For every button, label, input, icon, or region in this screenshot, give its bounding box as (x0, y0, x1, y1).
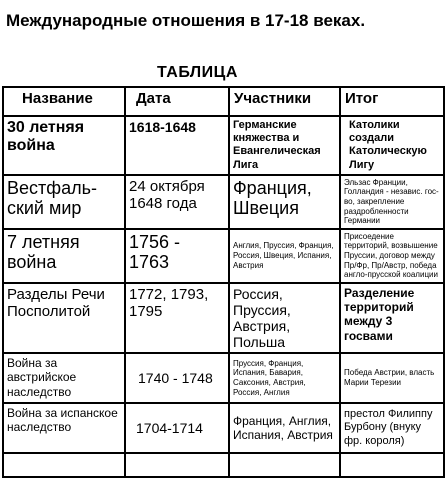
cell-participants: Франция, Швеция (229, 175, 340, 229)
table-caption: ТАБЛИЦА (157, 64, 238, 81)
cell-name: Война за испанское наследство (3, 403, 125, 453)
table-row (3, 283, 444, 353)
cell-date: 1756 - 1763 (125, 229, 229, 283)
page-title: Международные отношения в 17-18 веках. (6, 11, 366, 30)
table-row (3, 353, 444, 403)
cell-result: престол Филиппу Бурбону (внуку фр. короля) (340, 403, 444, 453)
table-row (3, 229, 444, 283)
empty-cell (3, 453, 125, 477)
header-name: Название (3, 87, 125, 116)
cell-result: Эльзас Франции, Голландия - независ. гос-во, закрепление раздробленности Германии (340, 175, 444, 229)
cell-name: Вестфаль-ский мир (3, 175, 125, 229)
table-row (3, 175, 444, 229)
cell-date: 1740 - 1748 (125, 353, 229, 403)
table-row-empty (3, 453, 444, 477)
cell-participants: Германские княжества и Евангелическая Лига (229, 116, 340, 175)
cell-participants: Россия, Пруссия, Австрия, Польша (229, 283, 340, 353)
header-participants: Участники (229, 87, 340, 116)
cell-date: 1704-1714 (125, 403, 229, 453)
empty-cell (125, 453, 229, 477)
cell-result: Присоедение территорий, возвышение Пруссии, договор между Пр/Фр, Пр/Австр, победа англо-прусской коалиции (340, 229, 444, 283)
cell-name: Война за австрийское наследство (3, 353, 125, 403)
table-row (3, 403, 444, 453)
cell-participants: Франция, Англия, Испания, Австрия (229, 403, 340, 453)
cell-date: 1772, 1793, 1795 (125, 283, 229, 353)
cell-name: Разделы Речи Посполитой (3, 283, 125, 353)
empty-cell (340, 453, 444, 477)
header-date: Дата (125, 87, 229, 116)
table-row (3, 116, 444, 175)
cell-name: 7 летняя война (3, 229, 125, 283)
table-header-row (3, 87, 444, 116)
cell-result: Разделение территорий между 3 госвами (340, 283, 444, 353)
empty-cell (229, 453, 340, 477)
cell-participants: Пруссия, Франция, Испания, Бавария, Саксония, Австрия, Россия, Англия (229, 353, 340, 403)
cell-date: 1618-1648 (125, 116, 229, 175)
history-table (2, 86, 445, 478)
cell-name: 30 летняя война (3, 116, 125, 175)
header-result: Итог (340, 87, 444, 116)
cell-result: Католики создали Католическую Лигу (340, 116, 444, 175)
cell-result: Победа Австрии, власть Марии Терезии (340, 353, 444, 403)
cell-participants: Англия, Пруссия, Франция, Россия, Швеция, Испания, Австрия (229, 229, 340, 283)
cell-date: 24 октября 1648 года (125, 175, 229, 229)
